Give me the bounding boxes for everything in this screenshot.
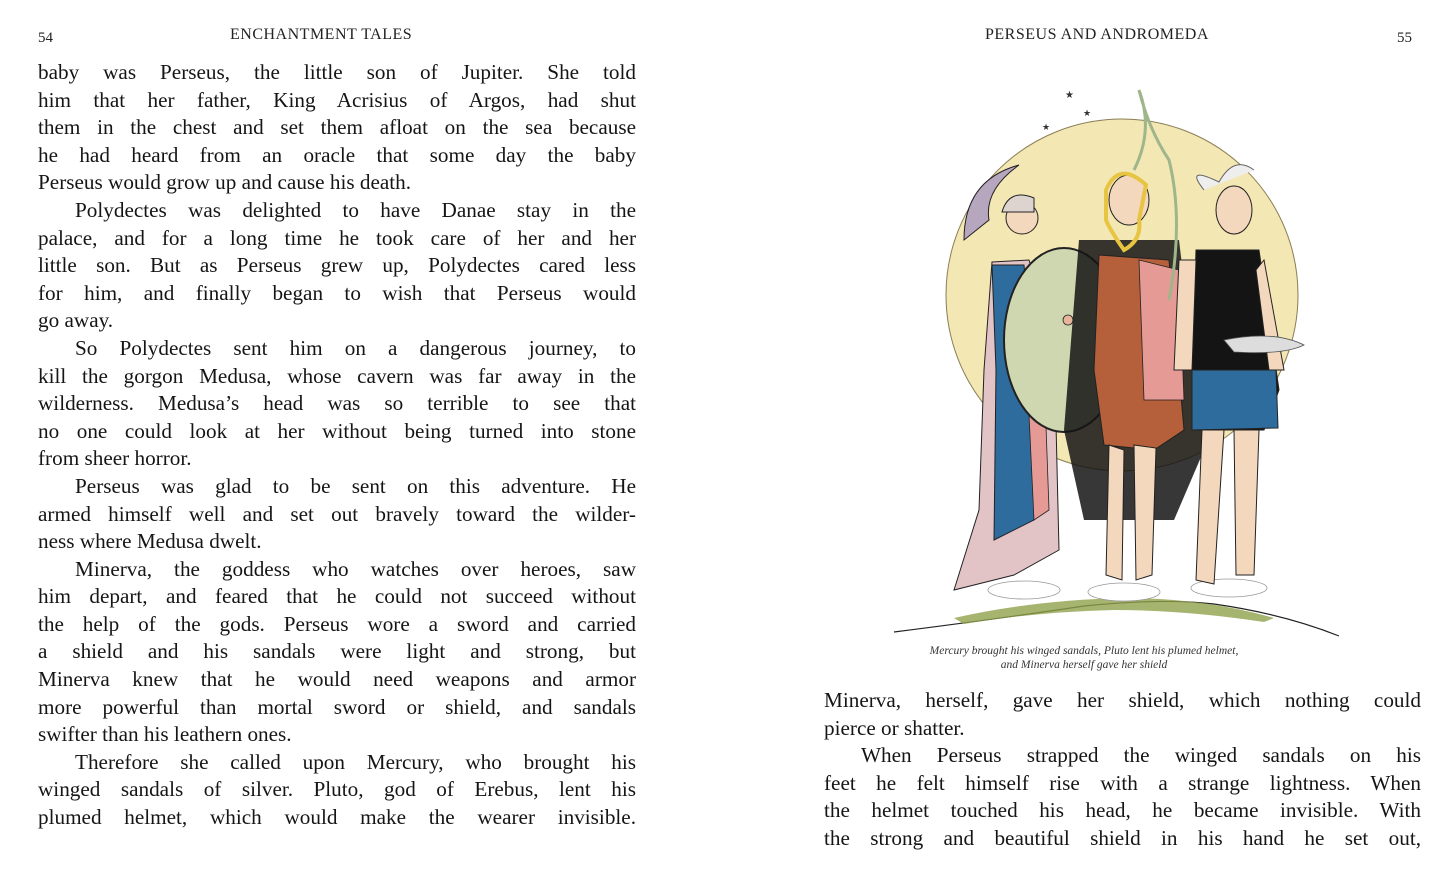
text-line: them in the chest and set them afloat on the sea because	[38, 115, 636, 140]
right-page	[724, 0, 1449, 877]
text-line: palace, and for a long time he took care of her and her	[38, 225, 636, 250]
left-page	[0, 0, 724, 877]
text-line: he had heard from an oracle that some day the baby	[38, 142, 636, 167]
text-line: Therefore she called upon Mercury, who brought his	[75, 749, 636, 774]
caption-line: and Minerva herself gave her shield	[1000, 658, 1168, 671]
text-line: the strong and beautiful shield in his hand he set out,	[824, 825, 1421, 850]
text-line: swifter than his leathern ones.	[38, 722, 292, 747]
text-line: baby was Perseus, the little son of Jupiter. She told	[38, 60, 636, 84]
body-text	[824, 687, 1421, 853]
illustration-image	[884, 70, 1354, 645]
text-line: Perseus would grow up and cause his death.	[38, 170, 412, 195]
body-text	[38, 59, 636, 832]
text-line: more powerful than mortal sword or shield, and sandals	[38, 694, 636, 719]
text-line: So Polydectes sent him on a dangerous journey, to	[75, 335, 636, 360]
text-line: for him, and finally began to wish that Perseus would	[38, 280, 636, 305]
page-number: 55	[1397, 30, 1412, 46]
text-line: Minerva knew that he would need weapons and armor	[38, 667, 636, 692]
running-head: PERSEUS AND ANDROMEDA	[985, 26, 1209, 43]
text-line: winged sandals of silver. Pluto, god of Erebus, lent his	[38, 777, 636, 802]
text-line: Minerva, the goddess who watches over heroes, saw	[75, 556, 636, 581]
page-number: 54	[38, 30, 53, 46]
text-line: ness where Medusa dwelt.	[38, 529, 262, 554]
text-line: pierce or shatter.	[824, 715, 965, 740]
text-line: Perseus was glad to be sent on this adventure. He	[75, 473, 636, 498]
text-line: the helmet touched his head, he became invisible. With	[824, 798, 1421, 823]
text-line: kill the gorgon Medusa, whose cavern was far away in the	[38, 363, 636, 388]
text-line: a shield and his sandals were light and strong, but	[38, 639, 636, 664]
svg-text:★: ★	[1065, 90, 1074, 101]
text-line: plumed helmet, which would make the wearer invisible.	[38, 805, 636, 830]
text-line: the help of the gods. Perseus wore a sword and carried	[38, 611, 636, 636]
text-line: Minerva, herself, gave her shield, which nothing could	[824, 688, 1421, 712]
running-head: ENCHANTMENT TALES	[230, 26, 413, 43]
svg-text:★: ★	[1083, 108, 1092, 118]
illustration-caption	[924, 645, 1244, 672]
text-line: wilderness. Medusa’s head was so terrible to see that	[38, 391, 636, 416]
text-line: no one could look at her without being turned into stone	[38, 418, 636, 443]
text-line: Polydectes was delighted to have Danae stay in the	[75, 197, 636, 222]
text-line: from sheer horror.	[38, 446, 192, 471]
text-line: armed himself well and set out bravely toward the wilder-	[38, 501, 636, 526]
caption-line: Mercury brought his winged sandals, Pluto lent his plumed helmet,	[929, 645, 1239, 657]
text-line: go away.	[38, 308, 114, 333]
text-line: little son. But as Perseus grew up, Polydectes cared less	[38, 253, 636, 278]
text-line: feet he felt himself rise with a strange lightness. When	[824, 770, 1421, 795]
svg-text:★: ★	[1042, 122, 1051, 132]
text-line: When Perseus strapped the winged sandals on his	[861, 743, 1421, 768]
text-line: him that her father, King Acrisius of Argos, had shut	[38, 87, 636, 112]
text-line: him depart, and feared that he could not succeed without	[38, 584, 636, 609]
